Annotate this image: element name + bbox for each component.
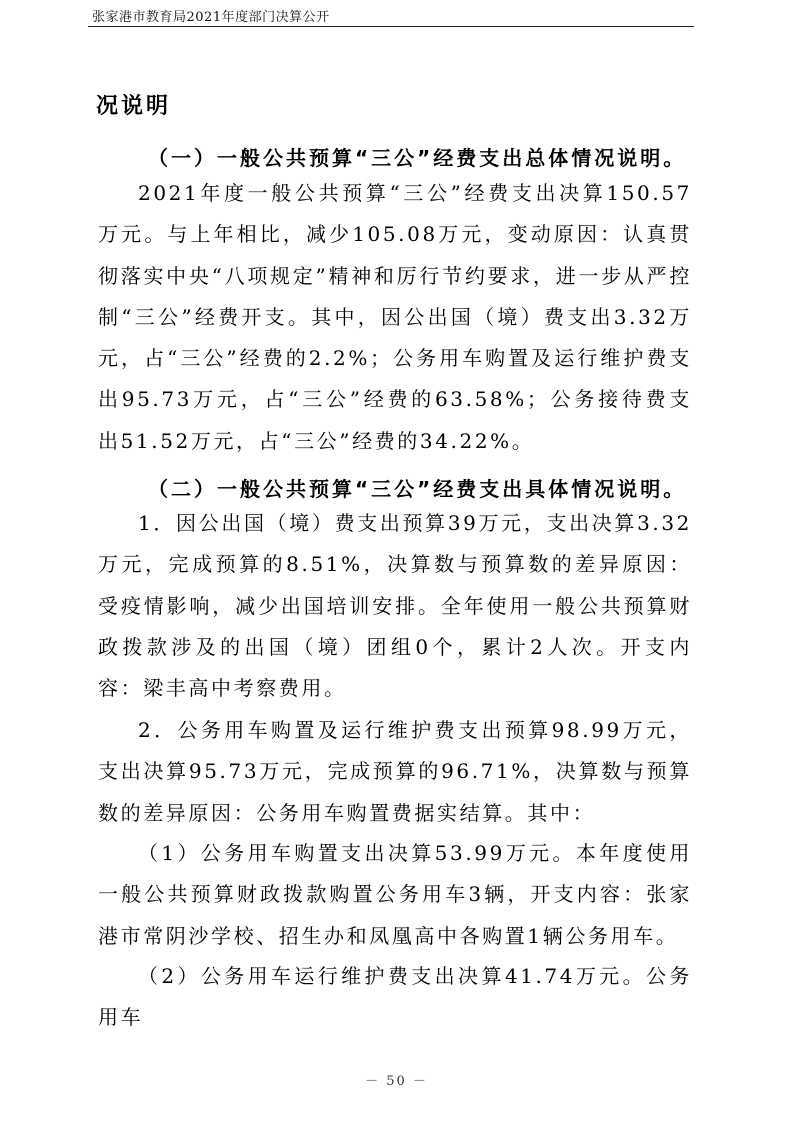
header-divider bbox=[88, 26, 694, 27]
paragraph-vehicle-expenses: 2．公务用车购置及运行维护费支出预算98.99万元，支出决算95.73万元，完成预算的96.71%，决算数与预算数的差异原因：公务用车购置费据实结算。其中： bbox=[98, 718, 692, 825]
section-title: 况说明 bbox=[96, 94, 172, 119]
paragraph-vehicle-purchase: （1）公务用车购置支出决算53.99万元。本年度使用一般公共预算财政拨款购置公务用车3辆，开支内容：张家港市常阴沙学校、招生办和凤凰高中各购置1辆公务用车。 bbox=[98, 841, 692, 948]
paragraph-vehicle-maintenance: （2）公务用车运行维护费支出决算41.74万元。公务用车 bbox=[98, 964, 692, 1030]
heading-detailed-explanation: （二）一般公共预算“三公”经费支出具体情况说明。 bbox=[148, 477, 687, 501]
page-number: － 50 － bbox=[365, 1074, 428, 1089]
paragraph-overseas-expenses: 1．因公出国（境）费支出预算39万元，支出决算3.32万元，完成预算的8.51%，决算数与预算数的差异原因：受疫情影响，减少出国培训安排。全年使用一般公共预算财政拨款涉及的出国（境）团组0个，累计2人次。开支内容：梁丰高中考察费用。 bbox=[98, 511, 692, 701]
paragraph-overall-summary: 2021年度一般公共预算“三公”经费支出决算150.57万元。与上年相比，减少105.08万元，变动原因：认真贯彻落实中央“八项规定”精神和厉行节约要求，进一步从严控制“三公”经费开支。其中，因公出国（境）费支出3.32万元，占“三公”经费的2.2%；公务用车购置及运行维护费支出95.73万元，占“三公”经费的63.58%；公务接待费支出51.52万元，占“三公”经费的34.22%。 bbox=[98, 181, 692, 453]
running-header: 张家港市教育局2021年度部门决算公开 bbox=[92, 10, 330, 25]
heading-overall-explanation: （一）一般公共预算“三公”经费支出总体情况说明。 bbox=[148, 146, 687, 170]
